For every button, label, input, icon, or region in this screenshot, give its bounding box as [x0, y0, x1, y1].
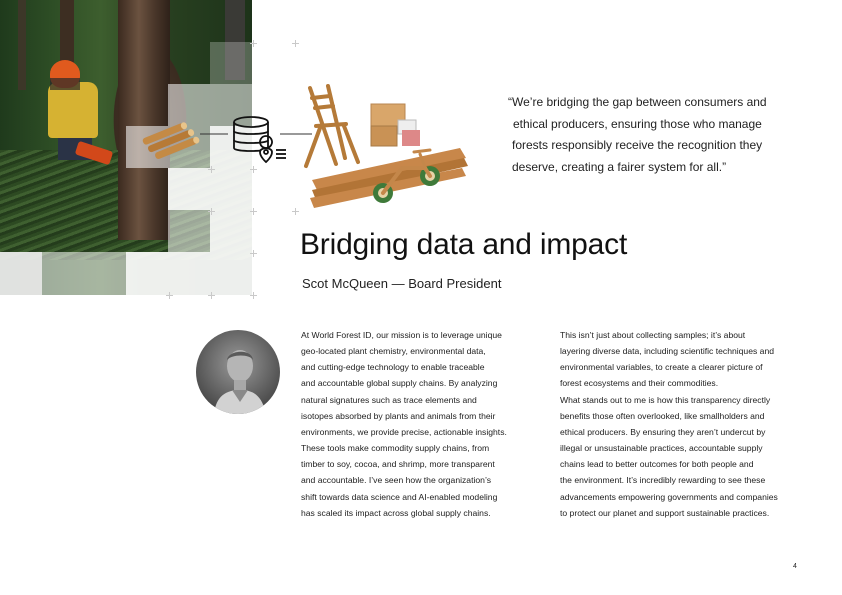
body-line: shift towards data science and AI-enabled modeling [301, 491, 498, 502]
body-line: forest ecosystems and their commodities. [560, 378, 719, 389]
body-line: environmental variables, to create a clearer picture of [560, 362, 763, 373]
body-line: advancements empowering governments and companies [560, 491, 778, 502]
body-line: This isn’t just about collecting samples; it’s about [560, 330, 746, 340]
body-line: ethical producers. By ensuring they aren’t undercut by [560, 426, 766, 437]
body-line: and accountable global supply chains. By analyzing [301, 378, 498, 389]
body-line: isotopes absorbed by plants and animals from their [301, 410, 496, 421]
body-line: What stands out to me is how this transparency directly [560, 394, 771, 405]
body-line: layering diverse data, including scientific techniques and [560, 346, 775, 357]
body-line: timber to soy, cocoa, and shrimp, more transparent [301, 459, 495, 470]
body-line: geo-located plant chemistry, environmental data, [301, 346, 486, 357]
body-column-1 [301, 327, 541, 521]
body-line: and accountable. I’ve seen how the organization’s [301, 475, 491, 486]
body-line: chains lead to better outcomes for both people and [560, 459, 754, 470]
timber-logs-icon [142, 119, 201, 162]
body-line: At World Forest ID, our mission is to leverage unique [301, 330, 502, 340]
body-line: the environment. It’s incredibly rewarding to see these [560, 475, 766, 486]
wooden-chair-icon [306, 86, 358, 166]
body-line: natural signatures such as trace elements and [301, 394, 477, 405]
quote-line: forests responsibly receive the recognition they [512, 138, 763, 152]
author-byline: Scot McQueen — Board President [302, 276, 502, 291]
supply-chain-illustration [140, 78, 470, 218]
database-location-icon [234, 117, 286, 162]
author-portrait [196, 330, 280, 414]
body-line: illegal or unsustainable practices, accountable supply [560, 443, 763, 454]
cardboard-boxes-icon [371, 104, 420, 146]
quote-line: ethical producers, ensuring those who manage [513, 116, 762, 131]
quote-line: deserve, creating a fairer system for all.” [512, 159, 727, 174]
body-line: environments, we provide precise, actionable insights. [301, 426, 507, 437]
page-number: 4 [793, 563, 797, 570]
quote-line: “We’re bridging the gap between consumers and [508, 95, 767, 109]
body-line: These tools make commodity supply chains, from [301, 443, 490, 454]
page-title: Bridging data and impact [300, 228, 628, 261]
pull-quote [508, 92, 798, 178]
body-line: has scaled its impact across global supply chains. [301, 507, 491, 518]
body-line: to protect our planet and support sustainable practices. [560, 507, 770, 518]
body-line: benefits those often overlooked, like smallholders and [560, 410, 765, 421]
body-column-2 [560, 327, 810, 521]
body-line: and cutting-edge technology to enable traceable [301, 362, 485, 373]
